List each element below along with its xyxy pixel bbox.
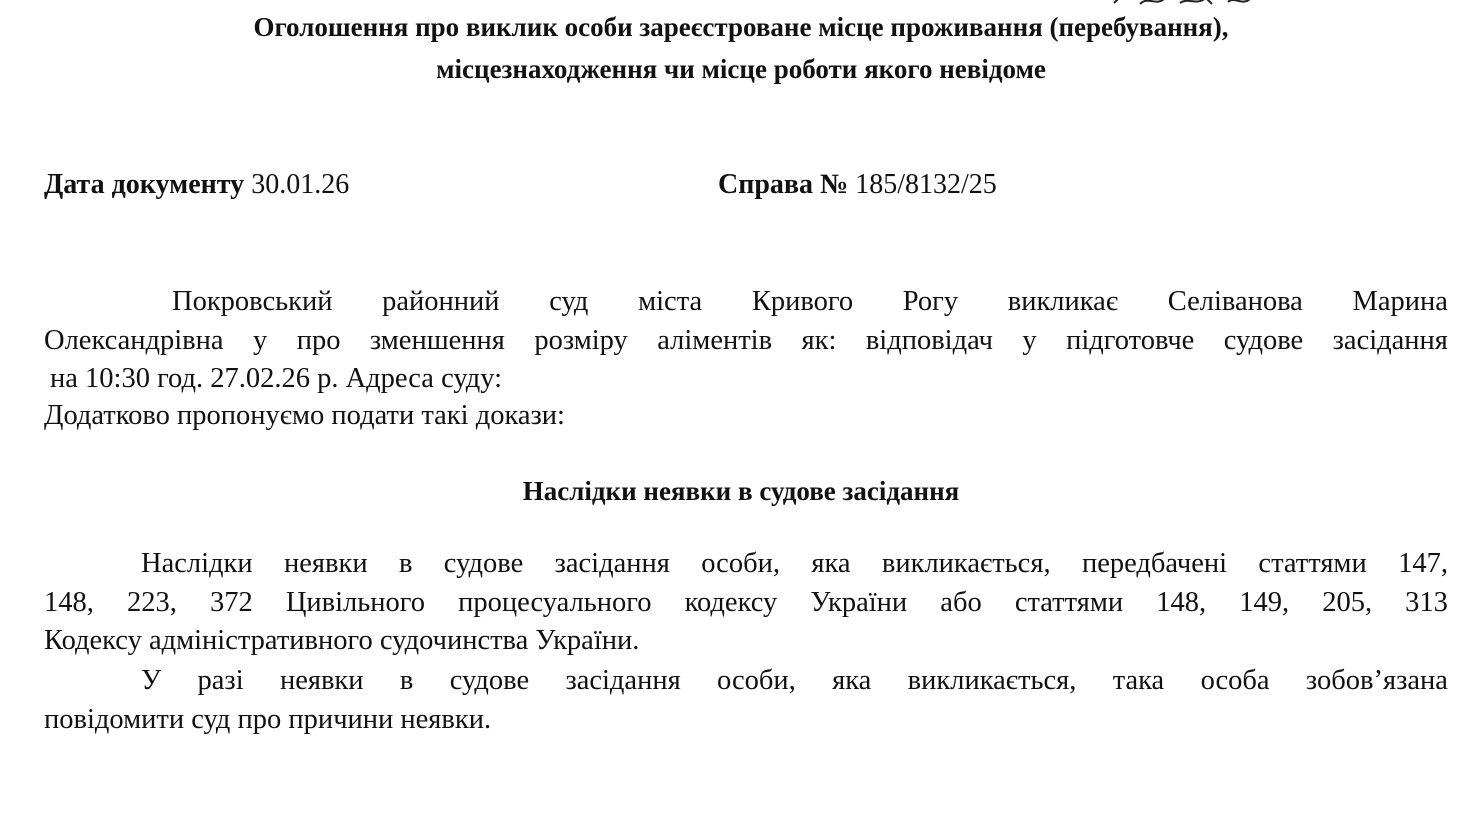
word: України xyxy=(810,586,908,618)
word: підготовче xyxy=(1066,324,1195,356)
consequences-line-3: Кодексу адміністративного судочинства України. xyxy=(44,625,640,656)
word: у xyxy=(1022,324,1037,356)
word: У xyxy=(141,665,162,696)
word: засідання xyxy=(1332,324,1448,356)
evidence-paragraph xyxy=(44,397,1448,436)
document-title-line-2: місцезнаходження чи місце роботи якого невідоме xyxy=(436,54,1046,84)
word: Покровський xyxy=(172,286,333,317)
word: розміру xyxy=(534,324,628,356)
word: як: xyxy=(801,324,837,356)
word: Цивільного xyxy=(285,586,425,618)
date-value: 30.01.26 xyxy=(251,169,350,200)
word: суд xyxy=(549,286,589,317)
summons-paragraph xyxy=(44,283,1448,399)
case-label: Справа № xyxy=(718,169,849,200)
word: Селіванова xyxy=(1167,286,1303,317)
notice-line-2: повідомити суд про причини неявки. xyxy=(44,703,492,735)
word: 372 xyxy=(209,586,253,618)
summons-line-3: на 10:30 год. 27.02.26 р. Адреса суду: xyxy=(50,363,503,394)
word: 223, xyxy=(126,586,177,618)
case-number xyxy=(718,167,997,203)
word: особи, xyxy=(717,665,796,696)
document-title-line-1: Оголошення про виклик особи зареєстроване місце проживання (перебування), xyxy=(253,12,1229,42)
word: Олександрівна xyxy=(44,324,224,356)
section-subtitle: Наслідки неявки в судове засідання xyxy=(522,476,960,506)
word: про xyxy=(296,324,341,356)
consequences-line-1 xyxy=(44,545,1448,584)
summons-line-1 xyxy=(44,283,1448,322)
word: 149, xyxy=(1239,586,1290,618)
word: 148, xyxy=(44,586,94,618)
word: 205, xyxy=(1322,586,1373,618)
word: статтями xyxy=(1258,548,1367,579)
document-date xyxy=(44,167,349,203)
word: яка xyxy=(832,665,872,696)
word: відповідач xyxy=(865,324,993,356)
consequences-line-2 xyxy=(44,584,1448,623)
word: засідання xyxy=(554,548,670,579)
word: районний xyxy=(382,286,500,317)
word: кодексу xyxy=(684,586,778,618)
word: Кривого xyxy=(751,286,854,317)
word: 147, xyxy=(1398,548,1448,579)
word: статтями xyxy=(1014,586,1124,618)
case-value: 185/8132/25 xyxy=(855,169,997,200)
word: зменшення xyxy=(369,324,505,356)
word: неявки xyxy=(279,665,364,696)
word: викликається, xyxy=(881,548,1051,579)
word: 313 xyxy=(1405,586,1448,618)
word: судове xyxy=(449,665,530,696)
word: процесуального xyxy=(458,586,652,618)
word: зобов’язана xyxy=(1305,665,1448,696)
word: або xyxy=(940,586,982,618)
word: 148, xyxy=(1156,586,1207,618)
consequences-paragraph xyxy=(44,545,1448,661)
word: Наслідки xyxy=(141,548,253,579)
word: в xyxy=(399,665,414,696)
word: неявки xyxy=(284,548,368,579)
word: передбачені xyxy=(1081,548,1228,579)
word: яка xyxy=(811,548,851,579)
evidence-text: Додатково пропонуємо подати такі докази: xyxy=(44,400,565,431)
notice-paragraph xyxy=(44,662,1448,739)
word: така xyxy=(1112,665,1165,696)
word: аліментів xyxy=(657,324,773,356)
word: міста xyxy=(638,286,703,317)
word: викликається, xyxy=(907,665,1077,696)
word: разі xyxy=(197,665,244,696)
word: особи, xyxy=(701,548,780,579)
word: судове xyxy=(1223,324,1304,356)
word: Рогу xyxy=(902,286,959,317)
notice-line-1 xyxy=(44,662,1448,701)
word: в xyxy=(398,548,413,579)
word: особа xyxy=(1200,665,1270,696)
word: викликає xyxy=(1007,286,1119,317)
summons-line-2 xyxy=(44,322,1448,361)
signature-mark xyxy=(1110,0,1290,8)
word: засідання xyxy=(565,665,681,696)
word: судове xyxy=(443,548,524,579)
word: Марина xyxy=(1352,286,1448,317)
date-label: Дата документу xyxy=(44,169,245,200)
word: у xyxy=(252,324,268,356)
